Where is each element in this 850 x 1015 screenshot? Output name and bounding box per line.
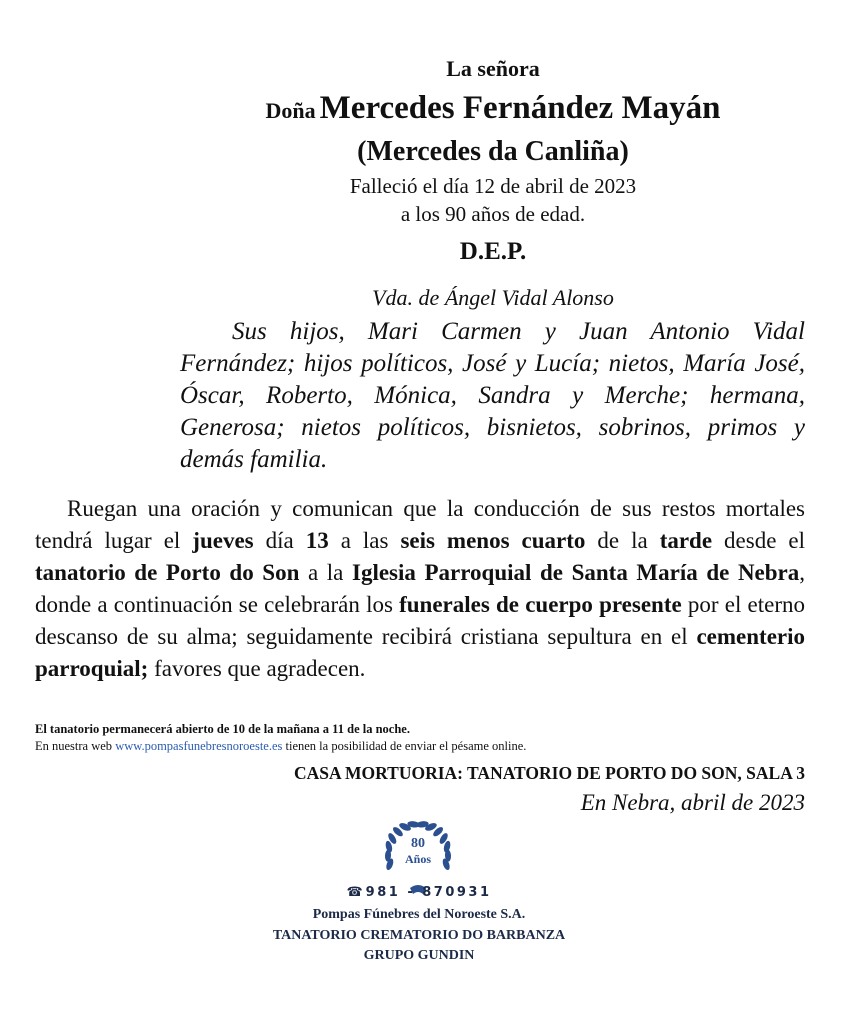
tanatorio-hours-note: El tanatorio permanecerá abierto de 10 de la mañana a 11 de la noche. <box>35 722 410 736</box>
age-line: a los 90 años de edad. <box>400 202 586 226</box>
announcement-bold: Iglesia Parroquial de Santa María de Nebra <box>352 560 800 585</box>
phone-number: 981 - 870931 <box>365 885 492 900</box>
announcement-text: , donde a continuación se celebrarán los <box>35 560 806 617</box>
death-date: Falleció el día 12 de abril de 2023 <box>349 174 637 198</box>
announcement-text: a las <box>328 528 401 553</box>
logo-word: Años <box>404 852 432 866</box>
announcement-text: Ruegan una oración y comunican que la conducción de sus restos mortales tendrá lugar el <box>35 496 805 553</box>
deceased-nickname: (Mercedes da Canliña) <box>357 136 629 167</box>
website-link[interactable]: www.pompasfunebresnoroeste.es <box>115 739 283 753</box>
announcement-text: día <box>253 528 306 553</box>
family-paragraph: Sus hijos, Mari Carmen y Juan Antonio Vidal Fernández; hijos políticos, José y Lucía; nietos, María José, Óscar, Roberto, Mónica, Sandra y Merche; hermana, Generosa; nietos políticos, bisnietos, sobrinos, primos y demás familia. <box>180 318 805 473</box>
widow-line: Vda. de Ángel Vidal Alonso <box>372 285 614 310</box>
announcement-bold: funerales de cuerpo presente <box>399 592 682 617</box>
web-note <box>35 739 526 754</box>
telephone-icon: ☎ <box>346 885 363 900</box>
announcement-text: a la <box>299 560 352 585</box>
announcement-bold: 13 <box>305 528 329 553</box>
announcement-bold: tanatorio de Porto do Son <box>35 560 300 585</box>
crematorium-name: TANATORIO CREMATORIO DO BARBANZA <box>272 928 566 943</box>
deceased-name: Mercedes Fernández Mayán <box>319 90 721 126</box>
dep-label: D.E.P. <box>459 238 527 265</box>
announcement-text: por el eterno descanso de su alma; seguidamente recibirá cristiana sepultura en el <box>35 592 806 649</box>
phone-line <box>0 885 838 900</box>
announcement-text: desde el <box>712 528 806 553</box>
web-note-post: tienen la posibilidad de enviar el pésame online. <box>282 739 527 753</box>
company-name: Pompas Fúnebres del Noroeste S.A. <box>312 907 526 922</box>
announcement-bold: cementerio parroquial; <box>35 624 805 681</box>
announcement-bold: tarde <box>659 528 713 553</box>
announcement-bold: seis menos cuarto <box>400 528 586 553</box>
announcement-paragraph <box>35 493 805 685</box>
announcement-bold: jueves <box>192 528 254 553</box>
logo-number: 80 <box>411 836 425 851</box>
announcement-text: de la <box>585 528 660 553</box>
group-name: GRUPO GUNDIN <box>363 948 475 963</box>
place-date: En Nebra, abril de 2023 <box>580 790 805 815</box>
deceased-name-line <box>0 90 850 127</box>
web-note-pre: En nuestra web <box>35 739 116 753</box>
casa-mortuoria: CASA MORTUORIA: TANATORIO DE PORTO DO SON, SALA 3 <box>293 763 805 783</box>
salutation: La señora <box>446 56 540 81</box>
name-prefix: Doña <box>265 98 316 123</box>
announcement-text: favores que agradecen. <box>148 656 366 681</box>
